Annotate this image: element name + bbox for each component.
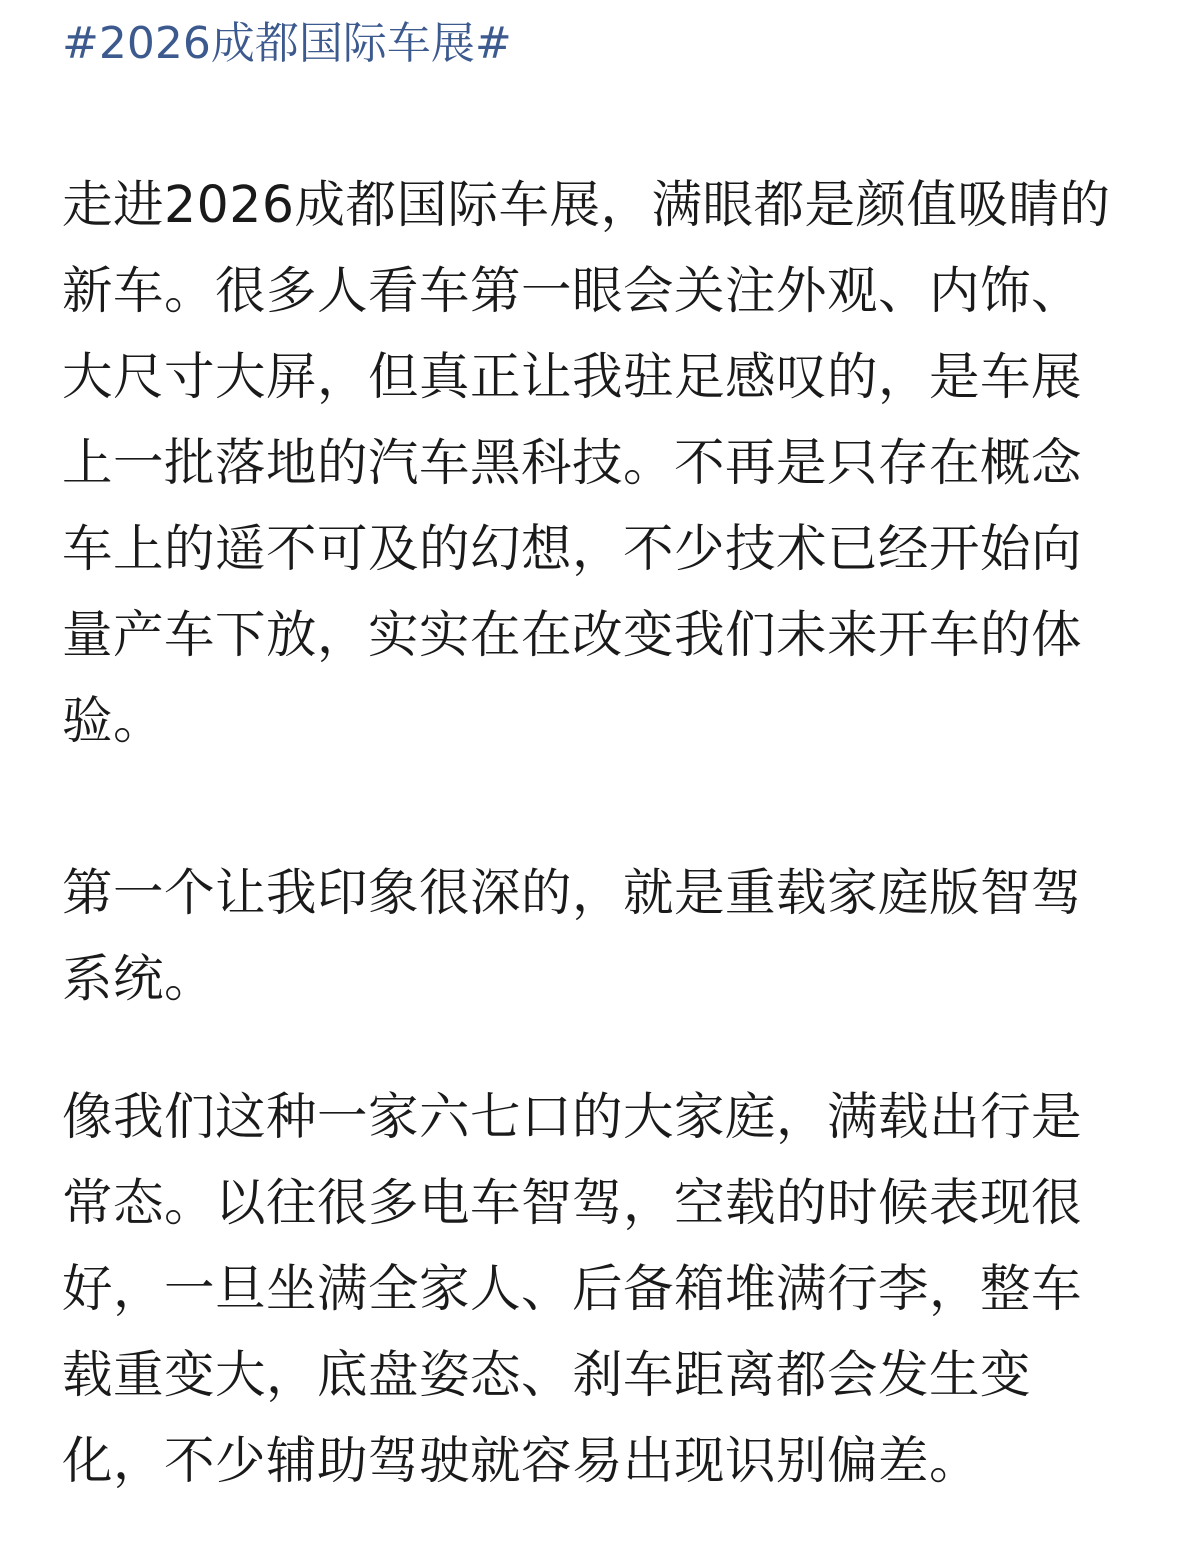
paragraph-first-impression: 第一个让我印象很深的，就是重载家庭版智驾系统。	[62, 863, 1082, 1008]
post-body	[62, 0, 1124, 1504]
hashtag-link[interactable]: #2026成都国际车展#	[62, 18, 512, 69]
paragraph-intro: 走进2026成都国际车展，满眼都是颜值吸睛的新车。很多人看车第一眼会关注外观、内饰、大尺寸大屏，但真正让我驻足感叹的，是车展上一批落地的汽车黑科技。不再是只存在概念车上的遥不可及的幻想，不少技术已经开始向量产车下放，实实在在改变我们未来开车的体验。	[62, 175, 1111, 750]
paragraph-family-scenario: 像我们这种一家六七口的大家庭，满载出行是常态。以往很多电车智驾，空载的时候表现很好，一旦坐满全家人、后备箱堆满行李，整车载重变大，底盘姿态、刹车距离都会发生变化，不少辅助驾驶就容易出现识别偏差。	[62, 1087, 1082, 1490]
